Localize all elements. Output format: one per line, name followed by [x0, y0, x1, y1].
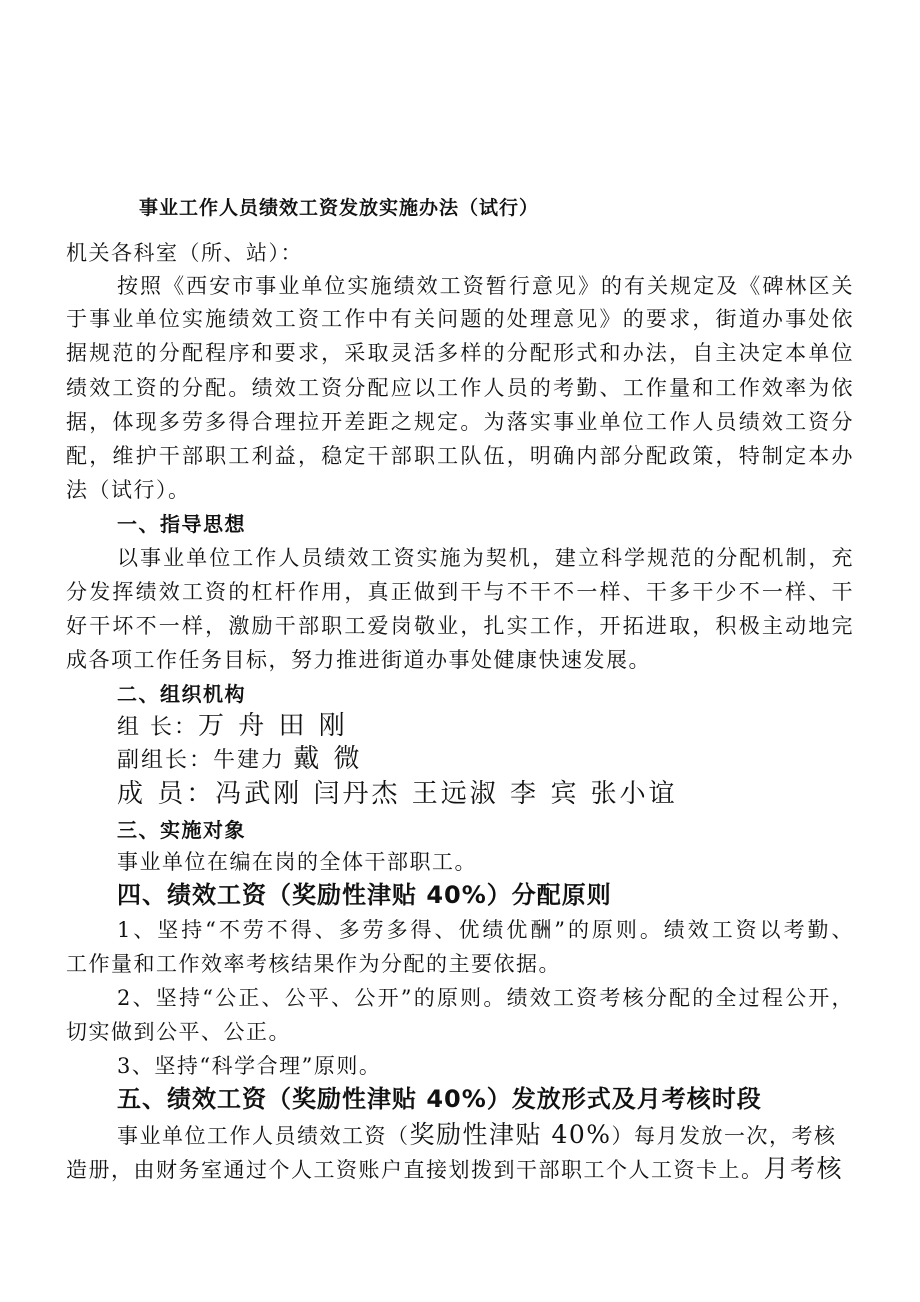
- section5-line1-a: 事业单位工作人员绩效工资（: [117, 1124, 410, 1148]
- section5-line2-a: 造册，由财务室通过个人工资账户直接划拨到干部职工个人工资卡上。: [66, 1158, 764, 1182]
- intro-line-6: 配，维护干部职工利益，稳定干部职工队伍，明确内部分配政策，特制定本办: [66, 444, 854, 468]
- deputy-row: [117, 743, 362, 777]
- section1-line-2: 分发挥绩效工资的杠杆作用，真正做到干与不干不一样、干多干少不一样、干: [66, 580, 854, 604]
- section4-item3: 3、坚持“科学合理”原则。: [117, 1054, 382, 1078]
- intro-line-7: 法（试行）。: [66, 478, 191, 502]
- members-names: 冯武刚 闫丹杰 王远淑 李 宾 张小谊: [215, 779, 678, 809]
- deputy-label: 副组长：: [117, 748, 214, 773]
- leader-row: [117, 710, 348, 744]
- intro-line-5: 据，体现多劳多得合理拉开差距之规定。为落实事业单位工作人员绩效工资分: [66, 410, 854, 434]
- section3-text: 事业单位在编在岗的全体干部职工。: [117, 850, 477, 874]
- deputy-names-b: 戴 微: [293, 744, 363, 774]
- section5-heading: 五、绩效工资（奖励性津贴 40%）发放形式及月考核时段: [117, 1085, 762, 1113]
- section4-heading: 四、绩效工资（奖励性津贴 40%）分配原则: [117, 881, 612, 909]
- leader-label: 组 长：: [117, 715, 198, 740]
- members-row: [117, 778, 678, 811]
- section4-item2-line2: 切实做到公平、公正。: [66, 1020, 291, 1044]
- intro-line-1: 按照《西安市事业单位实施绩效工资暂行意见》的有关规定及《碑林区关: [117, 274, 854, 298]
- section4-item2-line1: 2、坚持“公正、公平、公开”的原则。绩效工资考核分配的全过程公开，: [117, 986, 854, 1010]
- section3-heading: 三、实施对象: [117, 818, 246, 842]
- section5-line2: [66, 1153, 843, 1186]
- section5-line1-c: ）每月发放一次，考核: [611, 1124, 837, 1148]
- members-label: 成 员：: [117, 779, 216, 809]
- deputy-names-a: 牛建力: [213, 748, 286, 773]
- section5-line1: [117, 1119, 837, 1152]
- section4-item1-line2: 工作量和工作效率考核结果作为分配的主要依据。: [66, 952, 561, 976]
- section1-line-1: 以事业单位工作人员绩效工资实施为契机，建立科学规范的分配机制，充: [117, 546, 854, 570]
- intro-line-4: 绩效工资的分配。绩效工资分配应以工作人员的考勤、工作量和工作效率为依: [66, 376, 854, 400]
- addressee: 机关各科室（所、站）：: [66, 241, 303, 265]
- section5-line1-b: 奖励性津贴 40%: [409, 1120, 612, 1149]
- intro-line-2: 于事业单位实施绩效工资工作中有关问题的处理意见》的要求，街道办事处依: [66, 307, 854, 331]
- section1-line-4: 成各项工作任务目标，努力推进街道办事处健康快速发展。: [66, 648, 651, 672]
- section1-heading: 一、指导思想: [117, 512, 246, 536]
- section2-heading: 二、组织机构: [117, 682, 246, 706]
- section4-item1-line1: 1、坚持“不劳不得、多劳多得、优绩优酬”的原则。绩效工资以考勤、: [117, 918, 854, 942]
- document-title: 事业工作人员绩效工资发放实施办法（试行）: [139, 197, 540, 219]
- intro-line-3: 据规范的分配程序和要求，采取灵活多样的分配形式和办法，自主决定本单位: [66, 341, 854, 365]
- section5-line2-b: 月考核: [763, 1154, 844, 1183]
- section1-line-3: 好干坏不一样，激励干部职工爱岗敬业，扎实工作，开拓进取，积极主动地完: [66, 614, 854, 638]
- leader-names: 万 舟 田 刚: [198, 711, 348, 741]
